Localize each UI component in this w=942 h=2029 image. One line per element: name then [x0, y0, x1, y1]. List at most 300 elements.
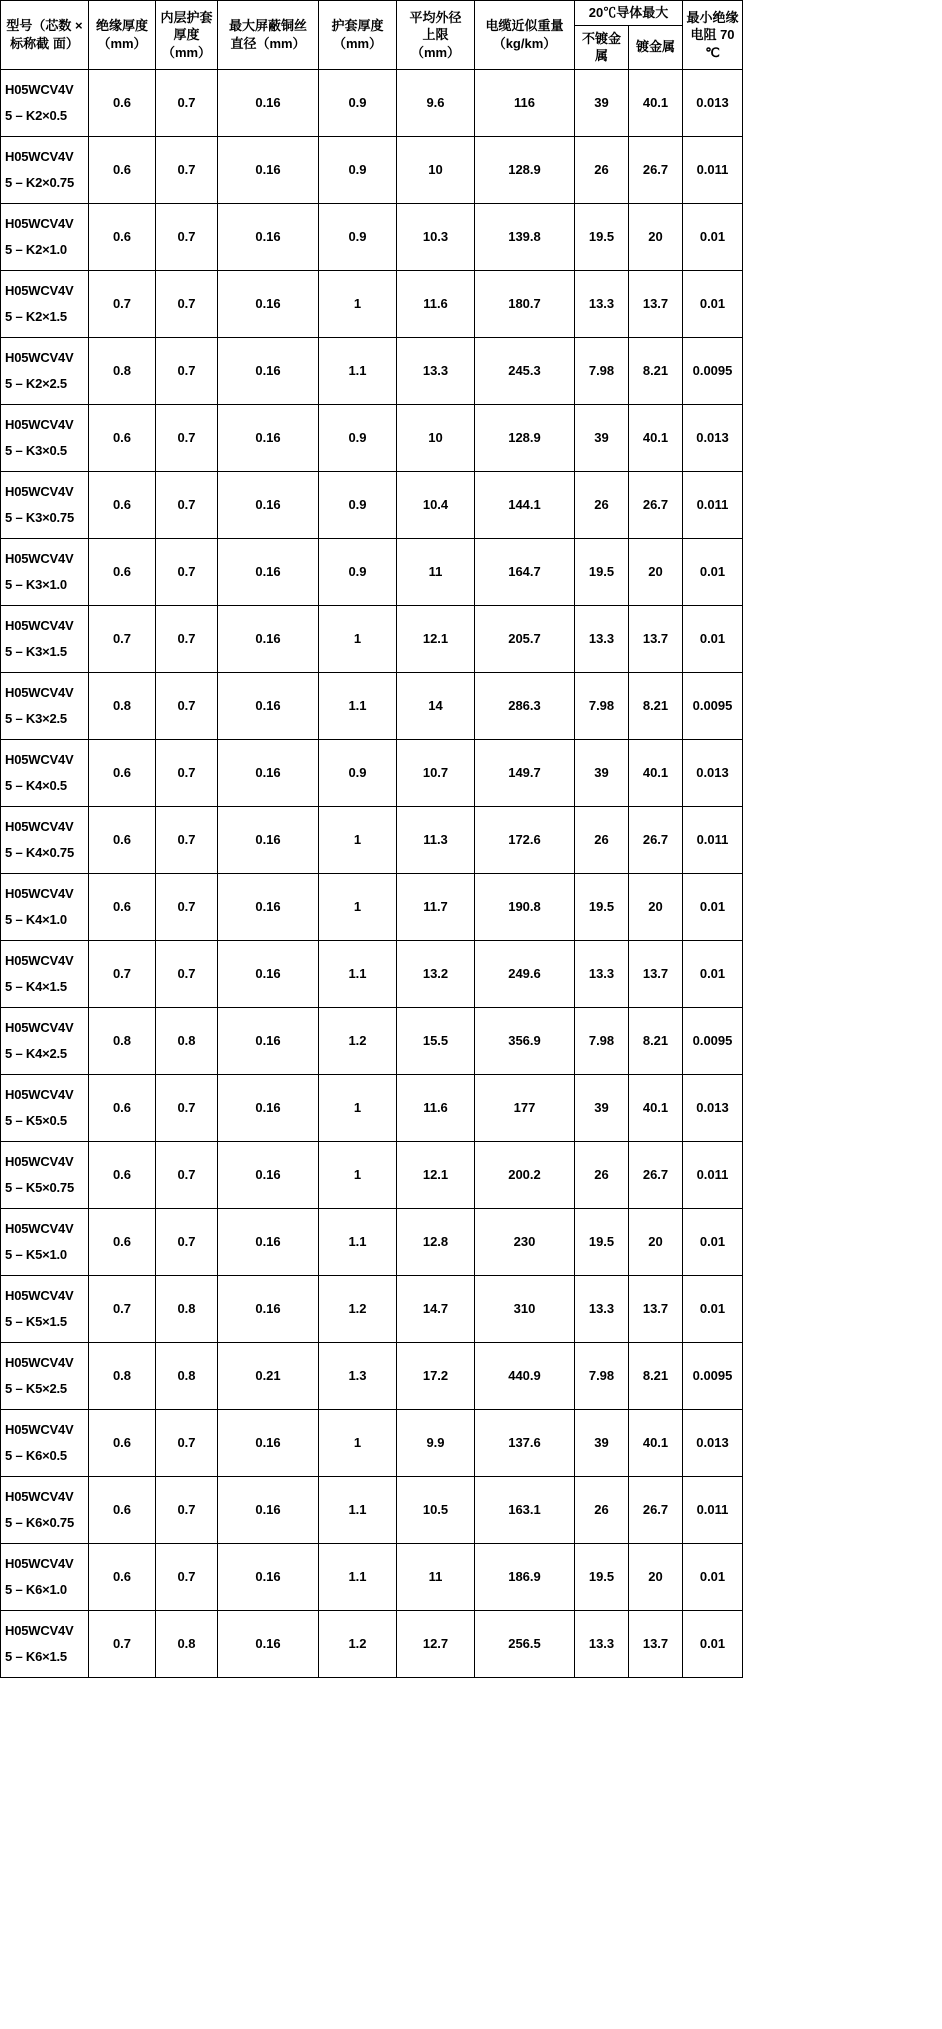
- cell-max-shield-wire-diameter: 0.16: [218, 270, 319, 337]
- cell-tinned-metal-resistance: 13.7: [629, 1275, 683, 1342]
- cell-max-shield-wire-diameter: 0.16: [218, 337, 319, 404]
- cell-insulation-thickness: 0.6: [89, 203, 156, 270]
- cell-insulation-thickness: 0.6: [89, 873, 156, 940]
- cell-bare-metal-resistance: 13.3: [575, 940, 629, 1007]
- cell-bare-metal-resistance: 7.98: [575, 1007, 629, 1074]
- cell-inner-sheath-thickness: 0.7: [156, 337, 218, 404]
- cell-insulation-thickness: 0.6: [89, 739, 156, 806]
- model-line-2: 5 – K4×0.5: [5, 777, 67, 793]
- cell-bare-metal-resistance: 39: [575, 739, 629, 806]
- model-line-1: H05WCV4V: [5, 1154, 74, 1170]
- cell-sheath-thickness: 0.9: [319, 203, 397, 270]
- cell-min-insulation-resistance: 0.0095: [683, 1007, 743, 1074]
- cell-bare-metal-resistance: 26: [575, 806, 629, 873]
- table-row: [1, 1007, 743, 1074]
- cell-approximate-weight: 186.9: [475, 1543, 575, 1610]
- cell-average-outer-diameter: 12.7: [397, 1610, 475, 1677]
- model-line-1: H05WCV4V: [5, 618, 74, 634]
- cell-inner-sheath-thickness: 0.7: [156, 739, 218, 806]
- cell-min-insulation-resistance: 0.013: [683, 69, 743, 136]
- cell-sheath-thickness: 1.3: [319, 1342, 397, 1409]
- cell-sheath-thickness: 1: [319, 806, 397, 873]
- cell-sheath-thickness: 0.9: [319, 471, 397, 538]
- cell-inner-sheath-thickness: 0.7: [156, 203, 218, 270]
- cell-sheath-thickness: 1.1: [319, 337, 397, 404]
- cell-average-outer-diameter: 10.5: [397, 1476, 475, 1543]
- cell-sheath-thickness: 1.2: [319, 1007, 397, 1074]
- cell-min-insulation-resistance: 0.011: [683, 136, 743, 203]
- cell-min-insulation-resistance: 0.011: [683, 1476, 743, 1543]
- model-line-2: 5 – K4×0.75: [5, 844, 74, 860]
- model-line-2: 5 – K5×0.5: [5, 1112, 67, 1128]
- cell-bare-metal-resistance: 13.3: [575, 1610, 629, 1677]
- cell-average-outer-diameter: 10.4: [397, 471, 475, 538]
- table-row: [1, 739, 743, 806]
- cell-inner-sheath-thickness: 0.7: [156, 1543, 218, 1610]
- cell-sheath-thickness: 1: [319, 873, 397, 940]
- cell-inner-sheath-thickness: 0.8: [156, 1610, 218, 1677]
- cell-average-outer-diameter: 10: [397, 136, 475, 203]
- model-line-1: H05WCV4V: [5, 1087, 74, 1103]
- cell-average-outer-diameter: 11: [397, 1543, 475, 1610]
- cell-model: [1, 1543, 89, 1610]
- cell-insulation-thickness: 0.6: [89, 471, 156, 538]
- cell-bare-metal-resistance: 19.5: [575, 873, 629, 940]
- cell-insulation-thickness: 0.8: [89, 1342, 156, 1409]
- cell-average-outer-diameter: 11.6: [397, 270, 475, 337]
- column-header-bare-metal: 不镀金属: [575, 25, 629, 69]
- model-line-1: H05WCV4V: [5, 350, 74, 366]
- cell-tinned-metal-resistance: 20: [629, 538, 683, 605]
- cell-insulation-thickness: 0.6: [89, 1409, 156, 1476]
- cell-min-insulation-resistance: 0.0095: [683, 337, 743, 404]
- cell-approximate-weight: 180.7: [475, 270, 575, 337]
- cell-max-shield-wire-diameter: 0.16: [218, 1409, 319, 1476]
- cell-max-shield-wire-diameter: 0.16: [218, 1476, 319, 1543]
- cell-min-insulation-resistance: 0.01: [683, 605, 743, 672]
- model-line-2: 5 – K3×1.5: [5, 643, 67, 659]
- column-header-max-shield-wire-diameter: 最大屏蔽铜丝 直径（mm）: [218, 1, 319, 70]
- cell-approximate-weight: 172.6: [475, 806, 575, 873]
- cell-sheath-thickness: 1: [319, 1409, 397, 1476]
- cell-sheath-thickness: 0.9: [319, 538, 397, 605]
- cell-min-insulation-resistance: 0.01: [683, 1543, 743, 1610]
- cell-bare-metal-resistance: 19.5: [575, 1208, 629, 1275]
- cell-min-insulation-resistance: 0.0095: [683, 672, 743, 739]
- cell-bare-metal-resistance: 39: [575, 1409, 629, 1476]
- table-row: [1, 1543, 743, 1610]
- cell-insulation-thickness: 0.6: [89, 806, 156, 873]
- model-line-2: 5 – K2×1.0: [5, 241, 67, 257]
- cell-model: [1, 1275, 89, 1342]
- cell-insulation-thickness: 0.6: [89, 404, 156, 471]
- cell-inner-sheath-thickness: 0.7: [156, 1074, 218, 1141]
- cell-tinned-metal-resistance: 8.21: [629, 672, 683, 739]
- model-line-1: H05WCV4V: [5, 819, 74, 835]
- cell-insulation-thickness: 0.7: [89, 1275, 156, 1342]
- column-header-average-outer-diameter: 平均外径 上限 （mm）: [397, 1, 475, 70]
- cell-min-insulation-resistance: 0.013: [683, 1074, 743, 1141]
- header-row-main: [1, 1, 743, 26]
- table-row: [1, 940, 743, 1007]
- cell-insulation-thickness: 0.6: [89, 1074, 156, 1141]
- cell-tinned-metal-resistance: 13.7: [629, 1610, 683, 1677]
- cell-inner-sheath-thickness: 0.7: [156, 806, 218, 873]
- cell-tinned-metal-resistance: 20: [629, 873, 683, 940]
- cell-min-insulation-resistance: 0.0095: [683, 1342, 743, 1409]
- cell-bare-metal-resistance: 19.5: [575, 1543, 629, 1610]
- column-header-insulation-thickness: 绝缘厚度 （mm）: [89, 1, 156, 70]
- model-line-2: 5 – K6×0.75: [5, 1514, 74, 1530]
- cell-model: [1, 404, 89, 471]
- cell-inner-sheath-thickness: 0.7: [156, 1409, 218, 1476]
- cell-max-shield-wire-diameter: 0.16: [218, 672, 319, 739]
- table-row: [1, 1342, 743, 1409]
- table-header: [1, 1, 743, 70]
- cell-model: [1, 1610, 89, 1677]
- cell-tinned-metal-resistance: 26.7: [629, 1141, 683, 1208]
- cell-bare-metal-resistance: 7.98: [575, 337, 629, 404]
- cell-insulation-thickness: 0.7: [89, 1610, 156, 1677]
- model-line-2: 5 – K4×1.0: [5, 911, 67, 927]
- model-line-2: 5 – K3×0.75: [5, 509, 74, 525]
- cell-insulation-thickness: 0.8: [89, 337, 156, 404]
- table-row: [1, 471, 743, 538]
- cell-approximate-weight: 177: [475, 1074, 575, 1141]
- cell-sheath-thickness: 1.2: [319, 1275, 397, 1342]
- cell-average-outer-diameter: 11: [397, 538, 475, 605]
- model-line-1: H05WCV4V: [5, 216, 74, 232]
- column-header-tinned-metal: 镀金属: [629, 25, 683, 69]
- cell-tinned-metal-resistance: 20: [629, 1543, 683, 1610]
- cell-model: [1, 806, 89, 873]
- table-row: [1, 1208, 743, 1275]
- cell-sheath-thickness: 0.9: [319, 136, 397, 203]
- cell-tinned-metal-resistance: 40.1: [629, 404, 683, 471]
- cell-max-shield-wire-diameter: 0.16: [218, 1074, 319, 1141]
- table-row: [1, 1409, 743, 1476]
- cell-model: [1, 136, 89, 203]
- cell-min-insulation-resistance: 0.01: [683, 270, 743, 337]
- model-line-2: 5 – K2×2.5: [5, 375, 67, 391]
- cell-approximate-weight: 356.9: [475, 1007, 575, 1074]
- cell-tinned-metal-resistance: 8.21: [629, 1007, 683, 1074]
- cell-average-outer-diameter: 9.6: [397, 69, 475, 136]
- model-line-1: H05WCV4V: [5, 484, 74, 500]
- table-row: [1, 136, 743, 203]
- column-header-sheath-thickness: 护套厚度 （mm）: [319, 1, 397, 70]
- column-header-inner-sheath-thickness: 内层护套 厚度 （mm）: [156, 1, 218, 70]
- cell-bare-metal-resistance: 7.98: [575, 672, 629, 739]
- cell-max-shield-wire-diameter: 0.16: [218, 1007, 319, 1074]
- cell-approximate-weight: 163.1: [475, 1476, 575, 1543]
- model-line-1: H05WCV4V: [5, 551, 74, 567]
- cell-approximate-weight: 128.9: [475, 404, 575, 471]
- cell-sheath-thickness: 1: [319, 1074, 397, 1141]
- cell-model: [1, 471, 89, 538]
- cell-average-outer-diameter: 12.1: [397, 605, 475, 672]
- cell-approximate-weight: 149.7: [475, 739, 575, 806]
- table-row: [1, 404, 743, 471]
- model-line-1: H05WCV4V: [5, 685, 74, 701]
- cell-sheath-thickness: 0.9: [319, 404, 397, 471]
- cell-insulation-thickness: 0.6: [89, 1141, 156, 1208]
- cell-model: [1, 203, 89, 270]
- model-line-2: 5 – K5×0.75: [5, 1179, 74, 1195]
- model-line-2: 5 – K2×1.5: [5, 308, 67, 324]
- cell-max-shield-wire-diameter: 0.16: [218, 873, 319, 940]
- cell-approximate-weight: 245.3: [475, 337, 575, 404]
- column-header-model: 型号（芯数 × 标称截 面）: [1, 1, 89, 70]
- cell-inner-sheath-thickness: 0.8: [156, 1342, 218, 1409]
- table-row: [1, 1074, 743, 1141]
- model-line-1: H05WCV4V: [5, 283, 74, 299]
- table-row: [1, 1610, 743, 1677]
- model-line-2: 5 – K4×2.5: [5, 1045, 67, 1061]
- cell-model: [1, 1409, 89, 1476]
- table-row: [1, 1476, 743, 1543]
- cell-bare-metal-resistance: 26: [575, 136, 629, 203]
- cell-bare-metal-resistance: 26: [575, 1476, 629, 1543]
- cell-bare-metal-resistance: 39: [575, 404, 629, 471]
- cell-min-insulation-resistance: 0.013: [683, 739, 743, 806]
- cell-insulation-thickness: 0.6: [89, 1476, 156, 1543]
- cell-max-shield-wire-diameter: 0.16: [218, 203, 319, 270]
- cell-min-insulation-resistance: 0.01: [683, 940, 743, 1007]
- table-row: [1, 69, 743, 136]
- cell-max-shield-wire-diameter: 0.16: [218, 1275, 319, 1342]
- table-row: [1, 873, 743, 940]
- model-line-1: H05WCV4V: [5, 1020, 74, 1036]
- cell-inner-sheath-thickness: 0.7: [156, 136, 218, 203]
- cell-model: [1, 1342, 89, 1409]
- cell-min-insulation-resistance: 0.01: [683, 1275, 743, 1342]
- cell-insulation-thickness: 0.6: [89, 1208, 156, 1275]
- cell-sheath-thickness: 1.1: [319, 1476, 397, 1543]
- cell-inner-sheath-thickness: 0.7: [156, 404, 218, 471]
- model-line-1: H05WCV4V: [5, 1355, 74, 1371]
- cell-tinned-metal-resistance: 13.7: [629, 605, 683, 672]
- cell-approximate-weight: 144.1: [475, 471, 575, 538]
- cell-average-outer-diameter: 15.5: [397, 1007, 475, 1074]
- table-row: [1, 806, 743, 873]
- cell-max-shield-wire-diameter: 0.16: [218, 806, 319, 873]
- cell-sheath-thickness: 0.9: [319, 69, 397, 136]
- cell-tinned-metal-resistance: 13.7: [629, 270, 683, 337]
- model-line-1: H05WCV4V: [5, 1422, 74, 1438]
- cell-inner-sheath-thickness: 0.8: [156, 1275, 218, 1342]
- cell-tinned-metal-resistance: 26.7: [629, 806, 683, 873]
- cell-min-insulation-resistance: 0.011: [683, 471, 743, 538]
- cell-max-shield-wire-diameter: 0.16: [218, 1208, 319, 1275]
- column-header-conductor-group: 20℃导体最大: [575, 1, 683, 26]
- cell-average-outer-diameter: 12.8: [397, 1208, 475, 1275]
- model-line-2: 5 – K6×1.5: [5, 1648, 67, 1664]
- cell-max-shield-wire-diameter: 0.16: [218, 1543, 319, 1610]
- cell-model: [1, 538, 89, 605]
- cell-inner-sheath-thickness: 0.7: [156, 672, 218, 739]
- cell-max-shield-wire-diameter: 0.16: [218, 136, 319, 203]
- cell-bare-metal-resistance: 19.5: [575, 538, 629, 605]
- cell-inner-sheath-thickness: 0.8: [156, 1007, 218, 1074]
- cell-insulation-thickness: 0.7: [89, 605, 156, 672]
- cell-approximate-weight: 128.9: [475, 136, 575, 203]
- cell-approximate-weight: 116: [475, 69, 575, 136]
- model-line-1: H05WCV4V: [5, 752, 74, 768]
- cell-average-outer-diameter: 13.2: [397, 940, 475, 1007]
- cell-model: [1, 739, 89, 806]
- cell-model: [1, 1141, 89, 1208]
- cell-max-shield-wire-diameter: 0.21: [218, 1342, 319, 1409]
- cell-model: [1, 605, 89, 672]
- cell-sheath-thickness: 1.1: [319, 1208, 397, 1275]
- cell-bare-metal-resistance: 7.98: [575, 1342, 629, 1409]
- model-line-1: H05WCV4V: [5, 1489, 74, 1505]
- cell-tinned-metal-resistance: 26.7: [629, 136, 683, 203]
- cell-inner-sheath-thickness: 0.7: [156, 1476, 218, 1543]
- cell-approximate-weight: 310: [475, 1275, 575, 1342]
- model-line-2: 5 – K5×1.5: [5, 1313, 67, 1329]
- cell-average-outer-diameter: 11.7: [397, 873, 475, 940]
- cell-max-shield-wire-diameter: 0.16: [218, 739, 319, 806]
- cell-tinned-metal-resistance: 8.21: [629, 1342, 683, 1409]
- cell-inner-sheath-thickness: 0.7: [156, 538, 218, 605]
- cell-model: [1, 1007, 89, 1074]
- cell-min-insulation-resistance: 0.01: [683, 873, 743, 940]
- table-row: [1, 538, 743, 605]
- table-row: [1, 605, 743, 672]
- cell-approximate-weight: 139.8: [475, 203, 575, 270]
- cell-approximate-weight: 286.3: [475, 672, 575, 739]
- cell-bare-metal-resistance: 13.3: [575, 605, 629, 672]
- cell-inner-sheath-thickness: 0.7: [156, 270, 218, 337]
- cell-sheath-thickness: 1.2: [319, 1610, 397, 1677]
- table-body: [1, 69, 743, 1677]
- cell-sheath-thickness: 1: [319, 1141, 397, 1208]
- cell-max-shield-wire-diameter: 0.16: [218, 538, 319, 605]
- cell-inner-sheath-thickness: 0.7: [156, 1141, 218, 1208]
- cell-max-shield-wire-diameter: 0.16: [218, 1141, 319, 1208]
- cell-average-outer-diameter: 9.9: [397, 1409, 475, 1476]
- cell-average-outer-diameter: 10: [397, 404, 475, 471]
- cell-insulation-thickness: 0.7: [89, 940, 156, 1007]
- cell-model: [1, 672, 89, 739]
- cell-approximate-weight: 137.6: [475, 1409, 575, 1476]
- cell-insulation-thickness: 0.6: [89, 69, 156, 136]
- cell-insulation-thickness: 0.6: [89, 538, 156, 605]
- cell-model: [1, 337, 89, 404]
- cell-inner-sheath-thickness: 0.7: [156, 605, 218, 672]
- model-line-2: 5 – K2×0.75: [5, 174, 74, 190]
- cell-max-shield-wire-diameter: 0.16: [218, 940, 319, 1007]
- cell-tinned-metal-resistance: 40.1: [629, 1074, 683, 1141]
- cell-average-outer-diameter: 11.3: [397, 806, 475, 873]
- cell-average-outer-diameter: 17.2: [397, 1342, 475, 1409]
- model-line-2: 5 – K5×2.5: [5, 1380, 67, 1396]
- cell-tinned-metal-resistance: 40.1: [629, 1409, 683, 1476]
- model-line-2: 5 – K5×1.0: [5, 1246, 67, 1262]
- table-row: [1, 270, 743, 337]
- cell-average-outer-diameter: 13.3: [397, 337, 475, 404]
- cell-tinned-metal-resistance: 8.21: [629, 337, 683, 404]
- cell-sheath-thickness: 1.1: [319, 1543, 397, 1610]
- cell-tinned-metal-resistance: 20: [629, 1208, 683, 1275]
- cell-min-insulation-resistance: 0.01: [683, 1208, 743, 1275]
- cell-average-outer-diameter: 11.6: [397, 1074, 475, 1141]
- cell-average-outer-diameter: 12.1: [397, 1141, 475, 1208]
- cell-approximate-weight: 230: [475, 1208, 575, 1275]
- cell-average-outer-diameter: 14.7: [397, 1275, 475, 1342]
- cell-average-outer-diameter: 14: [397, 672, 475, 739]
- model-line-1: H05WCV4V: [5, 82, 74, 98]
- table-row: [1, 1141, 743, 1208]
- model-line-1: H05WCV4V: [5, 149, 74, 165]
- model-line-2: 5 – K3×1.0: [5, 576, 67, 592]
- cell-max-shield-wire-diameter: 0.16: [218, 1610, 319, 1677]
- cell-inner-sheath-thickness: 0.7: [156, 69, 218, 136]
- cell-insulation-thickness: 0.7: [89, 270, 156, 337]
- cell-min-insulation-resistance: 0.01: [683, 203, 743, 270]
- cell-min-insulation-resistance: 0.013: [683, 404, 743, 471]
- cell-approximate-weight: 190.8: [475, 873, 575, 940]
- model-line-1: H05WCV4V: [5, 1221, 74, 1237]
- model-line-2: 5 – K4×1.5: [5, 978, 67, 994]
- cell-model: [1, 1074, 89, 1141]
- cell-bare-metal-resistance: 26: [575, 1141, 629, 1208]
- model-line-2: 5 – K3×2.5: [5, 710, 67, 726]
- cell-bare-metal-resistance: 13.3: [575, 1275, 629, 1342]
- cell-insulation-thickness: 0.8: [89, 1007, 156, 1074]
- cell-bare-metal-resistance: 19.5: [575, 203, 629, 270]
- cell-sheath-thickness: 1: [319, 605, 397, 672]
- cell-tinned-metal-resistance: 40.1: [629, 69, 683, 136]
- cell-max-shield-wire-diameter: 0.16: [218, 404, 319, 471]
- cell-sheath-thickness: 1: [319, 270, 397, 337]
- cell-insulation-thickness: 0.6: [89, 1543, 156, 1610]
- cell-min-insulation-resistance: 0.01: [683, 1610, 743, 1677]
- cell-insulation-thickness: 0.8: [89, 672, 156, 739]
- cell-tinned-metal-resistance: 20: [629, 203, 683, 270]
- column-header-min-insulation-resistance: 最小绝缘 电阻 70 ℃: [683, 1, 743, 70]
- cell-inner-sheath-thickness: 0.7: [156, 471, 218, 538]
- model-line-2: 5 – K6×0.5: [5, 1447, 67, 1463]
- cell-average-outer-diameter: 10.3: [397, 203, 475, 270]
- cell-inner-sheath-thickness: 0.7: [156, 1208, 218, 1275]
- table-row: [1, 672, 743, 739]
- model-line-2: 5 – K3×0.5: [5, 442, 67, 458]
- cell-tinned-metal-resistance: 26.7: [629, 1476, 683, 1543]
- cell-average-outer-diameter: 10.7: [397, 739, 475, 806]
- cell-bare-metal-resistance: 39: [575, 69, 629, 136]
- model-line-1: H05WCV4V: [5, 417, 74, 433]
- cell-model: [1, 873, 89, 940]
- cell-bare-metal-resistance: 39: [575, 1074, 629, 1141]
- cell-approximate-weight: 249.6: [475, 940, 575, 1007]
- model-line-1: H05WCV4V: [5, 1623, 74, 1639]
- cell-inner-sheath-thickness: 0.7: [156, 940, 218, 1007]
- cell-max-shield-wire-diameter: 0.16: [218, 69, 319, 136]
- model-line-1: H05WCV4V: [5, 1556, 74, 1572]
- cell-min-insulation-resistance: 0.01: [683, 538, 743, 605]
- cell-approximate-weight: 200.2: [475, 1141, 575, 1208]
- cell-model: [1, 940, 89, 1007]
- cell-inner-sheath-thickness: 0.7: [156, 873, 218, 940]
- model-line-1: H05WCV4V: [5, 953, 74, 969]
- cell-tinned-metal-resistance: 40.1: [629, 739, 683, 806]
- cell-bare-metal-resistance: 13.3: [575, 270, 629, 337]
- table-row: [1, 337, 743, 404]
- cell-min-insulation-resistance: 0.013: [683, 1409, 743, 1476]
